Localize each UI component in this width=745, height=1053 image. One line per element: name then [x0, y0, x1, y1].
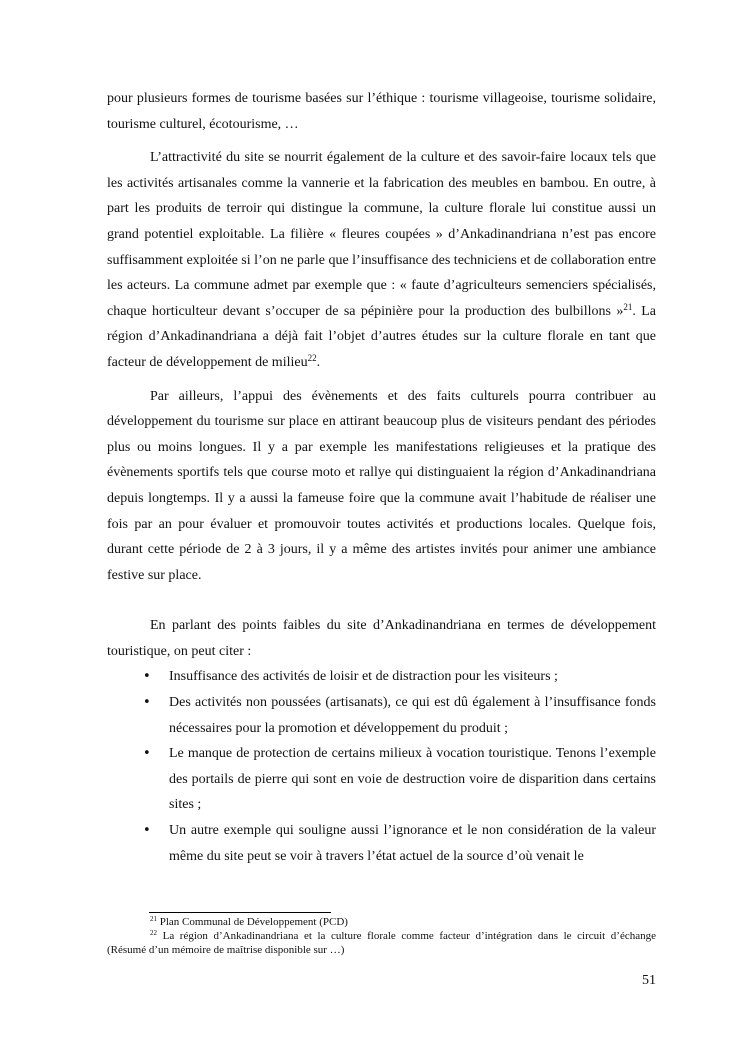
paragraph-evenements: Par ailleurs, l’appui des évènements et des faits culturels pourra contribuer au développement du tourisme sur place en attirant beaucoup plus de visiteurs pendant des périodes plus ou moins longues. Il y a par exemple les manifestations religieuses et la pratique des évènements sportifs tels que course moto et rallye qui distinguaient la région d’Ankadinandriana depuis longtemps. Il y a aussi la fameuse foire que la commune avait l’habitude de réaliser une fois par an pour évaluer et promouvoir toutes activités et productions locales. Quelque fois, durant cette période de 2 à 3 jours, il y a même des artistes invités pour animer une ambiance festive sur place.: [107, 388, 656, 583]
list-item: [107, 818, 656, 869]
list-item: [107, 690, 656, 741]
list-item: [107, 741, 656, 818]
paragraph-attractivite-text-a: L’attractivité du site se nourrit également de la culture et des savoir-faire locaux tels que les activités artisanales comme la vannerie et la fabrication des meubles en bambou. En outre, à part les produits de terroir qui distingue la commune, la culture florale lui constitue aussi un grand potentiel exploitable. La filière « fleures coupées » d’Ankadinandriana n’est pas encore suffisamment exploitée si l’on ne parle que l’insuffisance des techniciens et de collaboration entre les acteurs. La commune admet par exemple que : « faute d’agriculteurs semenciers spécialisés, chaque horticulteur devant s’occuper de sa pépinière pour la production des bulbillons »: [107, 150, 656, 319]
paragraph-attractivite: [107, 145, 656, 375]
weak-points-list: [107, 664, 656, 869]
paragraph-attractivite-text-b: . La région d’Ankadinandriana a déjà fait l’objet d’autres études sur la culture florale en tant que facteur de développement de milieu: [107, 303, 657, 370]
paragraph-intro: pour plusieurs formes de tourisme basées sur l’éthique : tourisme villageoise, tourisme solidaire, tourisme culturel, écotourisme, …: [107, 91, 656, 132]
page-body: [107, 86, 656, 869]
paragraph-points-faibles: En parlant des points faibles du site d’Ankadinandriana en termes de développement touristique, on peut citer :: [107, 618, 656, 659]
paragraph-attractivite-text-c: .: [316, 354, 321, 370]
footnote-text: La région d’Ankadinandriana et la culture florale comme facteur d’intégration dans le circuit d’échange (Résumé d’un mémoire de maîtrise disponible sur …): [107, 930, 656, 956]
footnote-21: [107, 915, 656, 929]
footnote-ref-22[interactable]: 22: [307, 352, 317, 363]
footnotes: [107, 915, 656, 957]
footnote-number: 21: [150, 915, 157, 923]
footnote-text: Plan Communal de Développement (PCD): [159, 916, 348, 928]
footnote-ref-21[interactable]: 21: [623, 301, 633, 312]
list-item-text: Le manque de protection de certains milieux à vocation touristique. Tenons l’exemple des portails de pierre qui sont en voie de destruction voire de disparition dans certains sites ;: [169, 746, 656, 813]
bullet-icon: •: [143, 669, 151, 685]
bullet-icon: •: [143, 746, 151, 762]
bullet-icon: •: [143, 695, 151, 711]
list-item-text: Des activités non poussées (artisanats), ce qui est dû également à l’insuffisance fonds nécessaires pour la promotion et développement du produit ;: [169, 695, 656, 736]
footnote-number: 22: [150, 929, 157, 937]
page-number: 51: [642, 973, 656, 988]
list-item-text: Un autre exemple qui souligne aussi l’ignorance et le non considération de la valeur même du site peut se voir à travers l’état actuel de la source d’où venait le: [169, 823, 656, 864]
bullet-icon: •: [143, 823, 151, 839]
list-item-text: Insuffisance des activités de loisir et de distraction pour les visiteurs ;: [169, 669, 558, 685]
footnote-22: [107, 929, 656, 957]
list-item: [107, 664, 656, 690]
footnote-separator: [149, 912, 331, 913]
